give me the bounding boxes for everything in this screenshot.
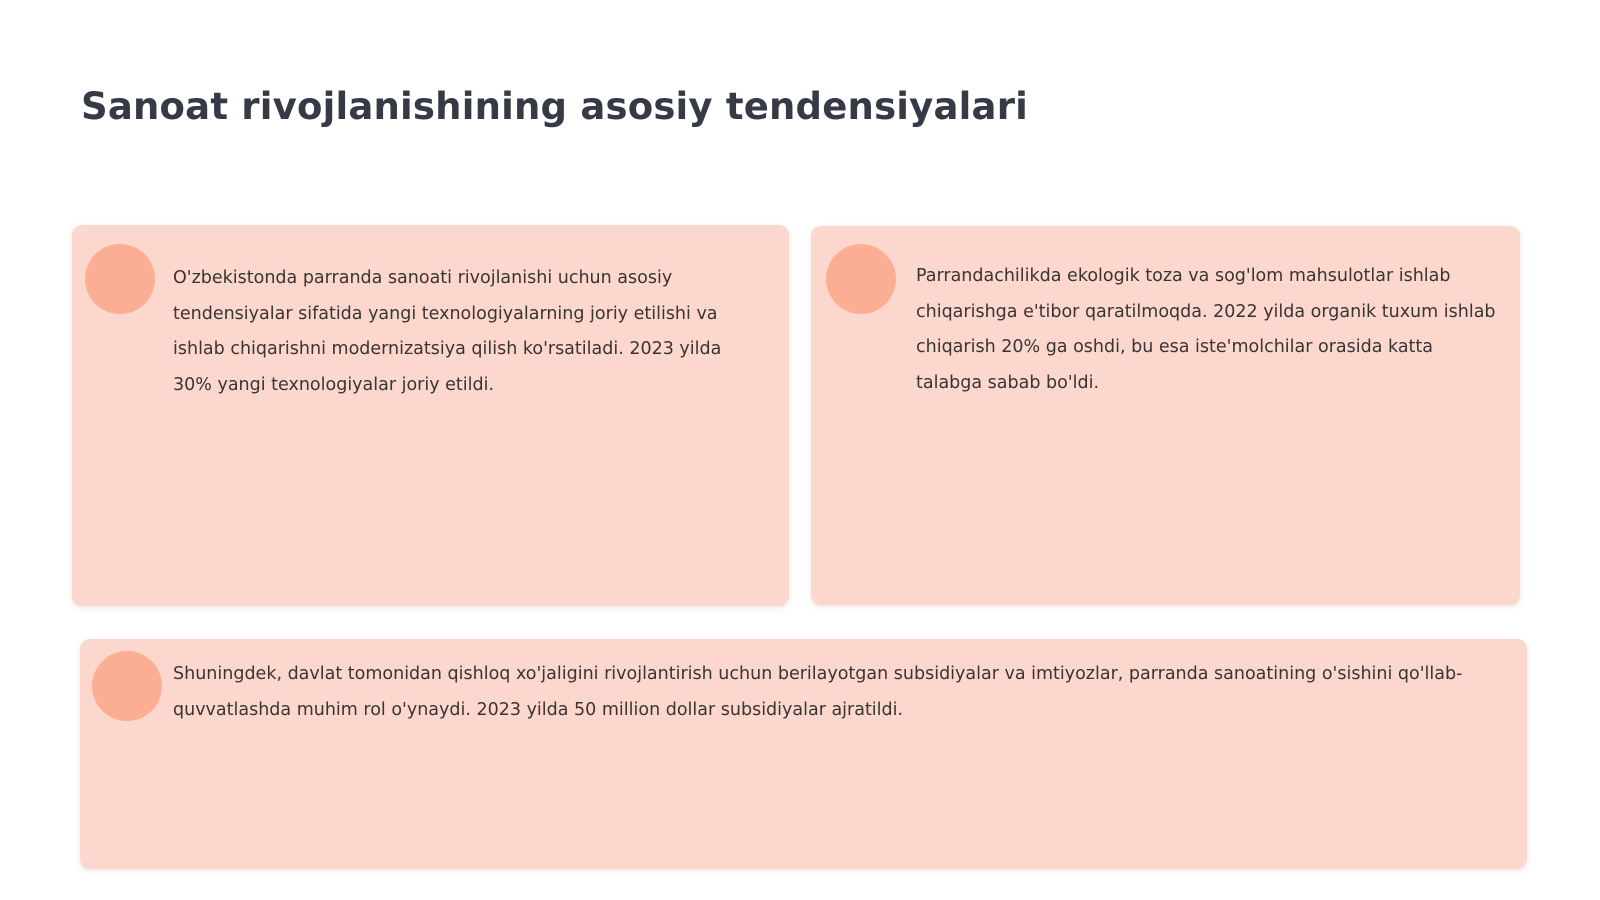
trend-card-text: O'zbekistonda parranda sanoati rivojlanishi uchun asosiy tendensiyalar sifatida yangi texnologiyalarning joriy etilishi va ishlab chiqarishni modernizatsiya qilish ko'rsatiladi. 2023 yilda 30% yangi texnologiyalar joriy etildi.: [173, 268, 722, 395]
bullet-circle-icon: [85, 244, 155, 314]
trend-card: [80, 639, 1527, 869]
trend-card-text: Parrandachilikda ekologik toza va sog'lom mahsulotlar ishlab chiqarishga e'tibor qaratilmoqda. 2022 yilda organik tuxum ishlab chiqarish 20% ga oshdi, bu esa iste'molchilar orasida katta talabga sabab bo'ldi.: [916, 266, 1496, 393]
trend-card: [72, 225, 789, 606]
trend-card-text: Shuningdek, davlat tomonidan qishloq xo'jaligini rivojlantirish uchun berilayotgan subsidiyalar va imtiyozlar, parranda sanoatining o'sishini qo'llab-quvvatlashda muhim rol o'ynaydi. 2023 yilda 50 million dollar subsidiyalar ajratildi.: [173, 664, 1463, 720]
slide-title: Sanoat rivojlanishining asosiy tendensiyalari: [81, 85, 1029, 128]
bullet-circle-icon: [826, 244, 896, 314]
bullet-circle-icon: [92, 651, 162, 721]
trend-card: [811, 226, 1520, 605]
